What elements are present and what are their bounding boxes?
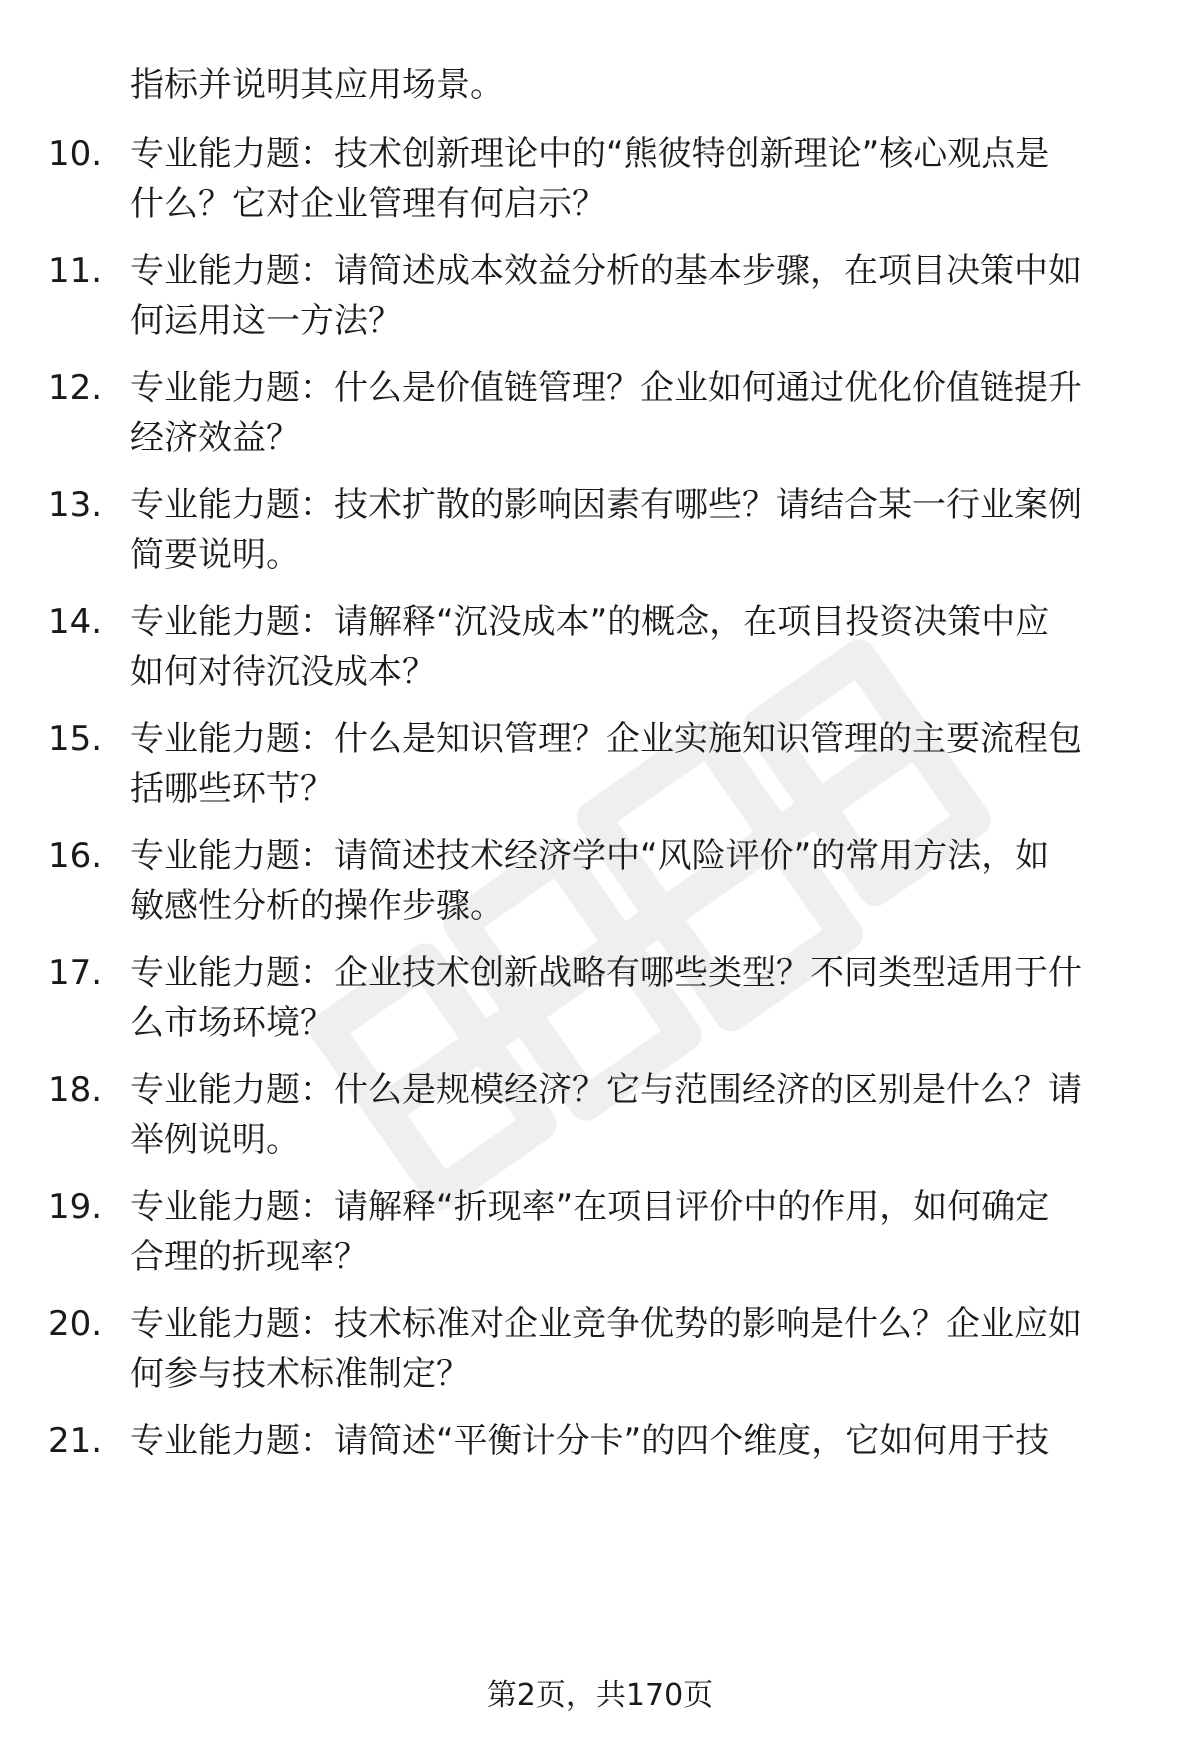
question-number: 21.	[48, 1421, 103, 1461]
question-text	[130, 1416, 1140, 1466]
question-text	[130, 1299, 1140, 1399]
question-number: 12.	[48, 368, 103, 408]
question-line: 专业能力题：技术创新理论中的“熊彼特创新理论”核心观点是	[130, 134, 1050, 174]
question-line: 专业能力题：技术扩散的影响因素有哪些？请结合某一行业案例	[130, 485, 1082, 525]
question-text	[130, 246, 1140, 346]
question-text	[130, 597, 1140, 697]
question-line: 专业能力题：请解释“沉没成本”的概念，在项目投资决策中应	[130, 602, 1050, 642]
question-line: 专业能力题：请简述成本效益分析的基本步骤，在项目决策中如	[130, 251, 1082, 291]
question-line: 什么？它对企业管理有何启示？	[130, 184, 606, 224]
question-line: 合理的折现率？	[130, 1237, 368, 1277]
question-line: 专业能力题：请简述“平衡计分卡”的四个维度，它如何用于技	[130, 1421, 1050, 1461]
question-line: 何运用这一方法？	[130, 301, 402, 341]
page-number-footer: 第2页，共170页	[486, 1678, 714, 1713]
question-line: 何参与技术标准制定？	[130, 1354, 470, 1394]
question-number: 16.	[48, 836, 103, 876]
question-number: 10.	[48, 134, 103, 174]
question-line: 专业能力题：请解释“折现率”在项目评价中的作用，如何确定	[130, 1187, 1050, 1227]
question-line: 专业能力题：企业技术创新战略有哪些类型？不同类型适用于什	[130, 953, 1082, 993]
question-number: 20.	[48, 1304, 103, 1344]
question-line: 专业能力题：请简述技术经济学中“风险评价”的常用方法，如	[130, 836, 1050, 876]
question-number: 14.	[48, 602, 103, 642]
question-number: 13.	[48, 485, 103, 525]
question-text	[130, 831, 1140, 931]
question-line: 专业能力题：什么是规模经济？它与范围经济的区别是什么？请	[130, 1070, 1082, 1110]
question-line: 专业能力题：什么是价值链管理？企业如何通过优化价值链提升	[130, 368, 1082, 408]
question-line: 简要说明。	[130, 535, 300, 575]
question-text	[130, 129, 1140, 229]
lead-text: 指标并说明其应用场景。	[130, 65, 504, 105]
question-line: 经济效益？	[130, 418, 300, 458]
question-text	[130, 1182, 1140, 1282]
question-text	[130, 1065, 1140, 1165]
question-line: 举例说明。	[130, 1120, 300, 1160]
question-line: 敏感性分析的操作步骤。	[130, 886, 504, 926]
question-number: 17.	[48, 953, 103, 993]
question-text	[130, 714, 1140, 814]
question-number: 18.	[48, 1070, 103, 1110]
question-line: 如何对待沉没成本？	[130, 652, 436, 692]
question-text	[130, 480, 1140, 580]
question-number: 11.	[48, 251, 103, 291]
question-number: 19.	[48, 1187, 103, 1227]
question-number: 15.	[48, 719, 103, 759]
question-line: 么市场环境？	[130, 1003, 334, 1043]
question-line: 专业能力题：什么是知识管理？企业实施知识管理的主要流程包	[130, 719, 1082, 759]
question-text	[130, 948, 1140, 1048]
question-line: 括哪些环节？	[130, 769, 334, 809]
question-line: 专业能力题：技术标准对企业竞争优势的影响是什么？企业应如	[130, 1304, 1082, 1344]
question-text	[130, 363, 1140, 463]
